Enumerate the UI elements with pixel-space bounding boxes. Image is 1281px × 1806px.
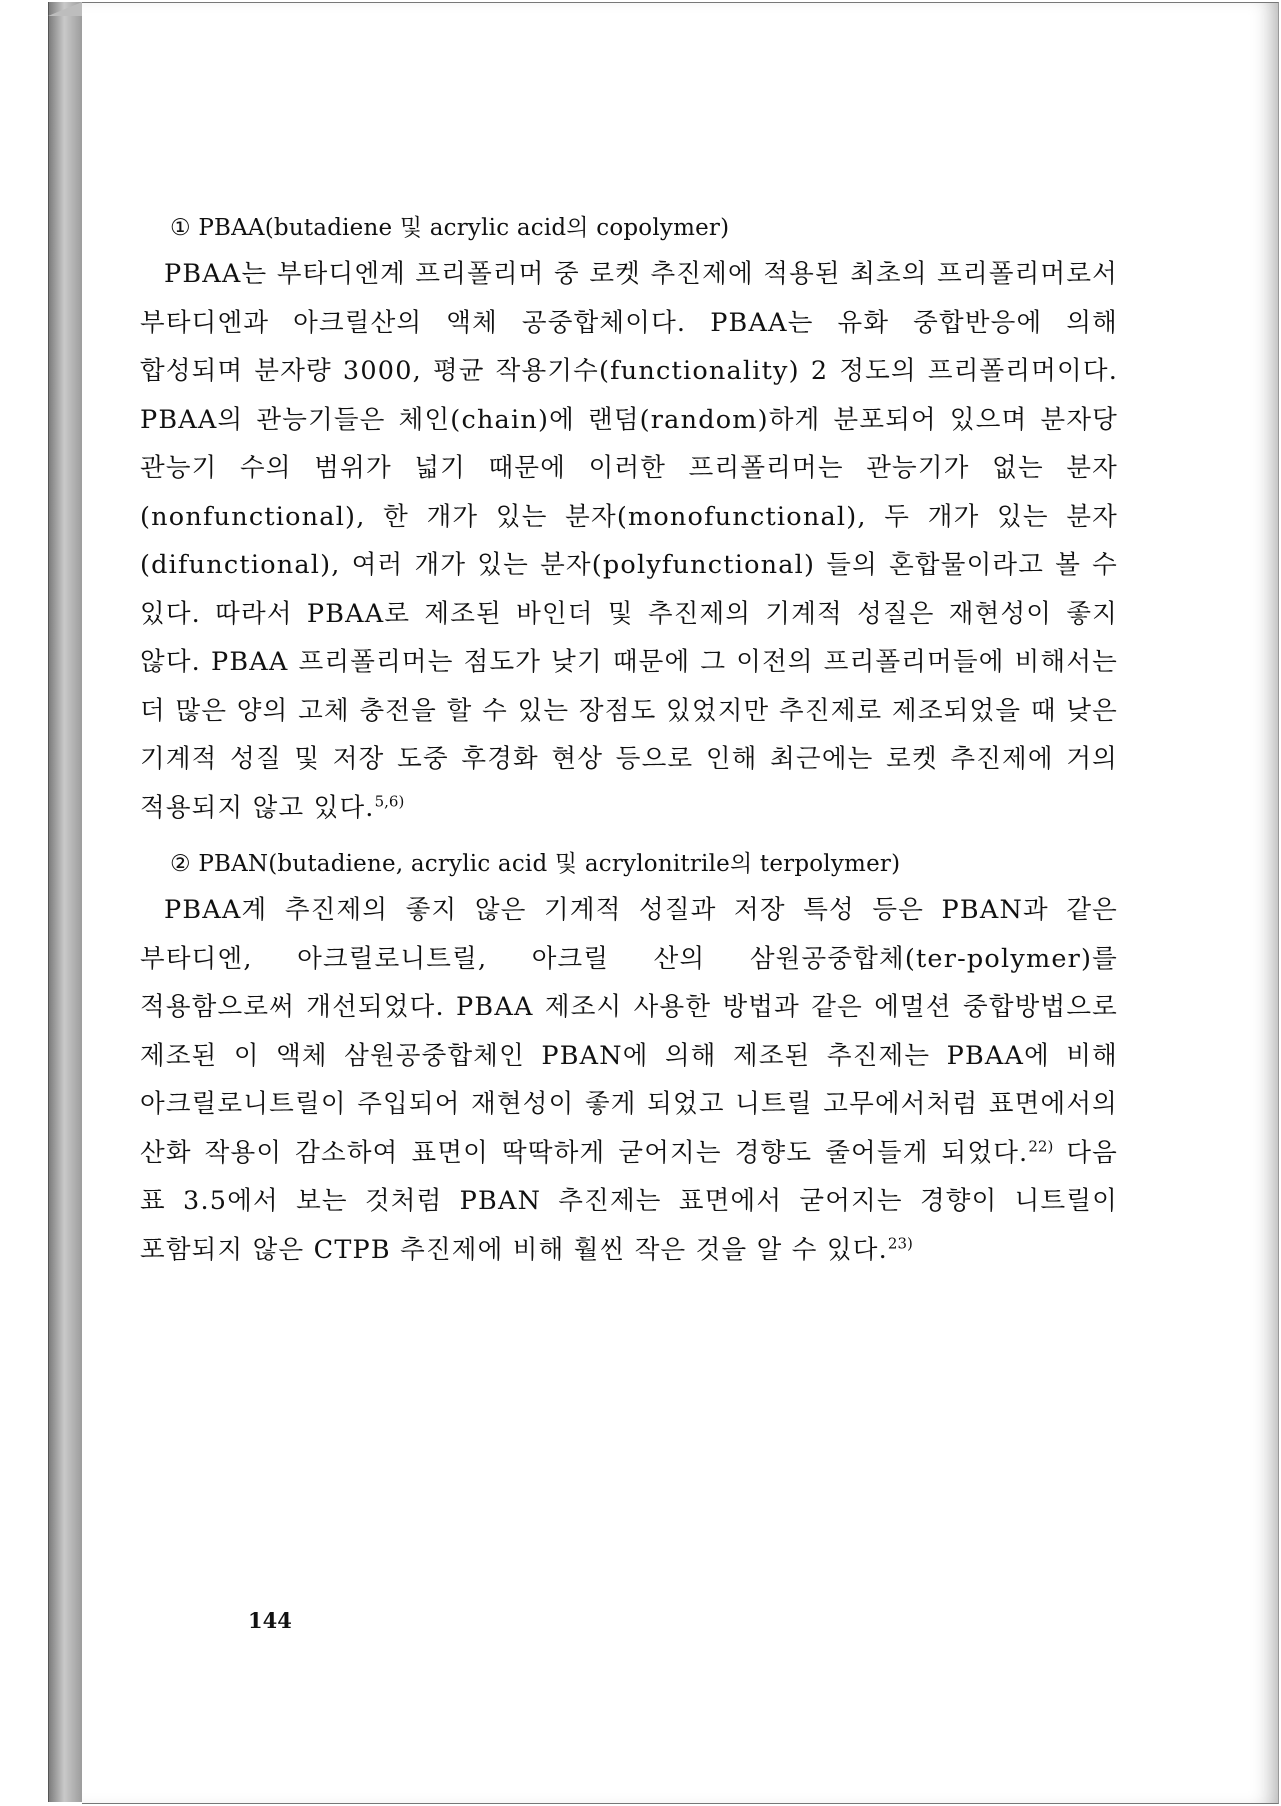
paragraph-pbaa: [140, 250, 1118, 832]
paragraph-pban: [140, 886, 1118, 1274]
page-number: 144: [248, 1608, 292, 1633]
paragraph-pban-text-1: PBAA계 추진제의 좋지 않은 기계적 성질과 저장 특성 등은 PBAN과 같은 부타디엔, 아크릴로니트릴, 아크릴 산의 삼원공중합체(ter-polymer)를 적용함으로써 개선되었다. PBAA 제조시 사용한 방법과 같은 에멀션 중합방법으로 제조된 이 액체 삼원공중합체인 PBAN에 의해 제조된 추진제는 PBAA에 비해 아크릴로니트릴이 주입되어 재현성이 좋게 되었고 니트릴 고무에서처럼 표면에서의 산화 작용이 감소하여 표면이 딱딱하게 굳어지는 경향도 줄어들게 되었다.: [140, 895, 1118, 1168]
book-spine-corner: [48, 2, 82, 16]
book-spine: [48, 2, 83, 1802]
citation-pbaa: 5,6): [374, 792, 405, 810]
section-heading-pbaa: ① PBAA(butadiene 및 acrylic acid의 copolymer): [170, 215, 730, 241]
paragraph-pban-text-2: 다음 표 3.5에서 보는 것처럼 PBAN 추진제는 표면에서 굳어지는 경향이 니트릴이 포함되지 않은 CTPB 추진제에 비해 훨씬 작은 것을 알 수 있다.: [140, 1137, 1118, 1265]
section-heading-pban: ② PBAN(butadiene, acrylic acid 및 acrylonitrile의 terpolymer): [170, 851, 901, 877]
paragraph-pbaa-text: PBAA는 부타디엔계 프리폴리머 중 로켓 추진제에 적용된 최초의 프리폴리머로서 부타디엔과 아크릴산의 액체 공중합체이다. PBAA는 유화 중합반응에 의해 합성되며 분자량 3000, 평균 작용기수(functionality) 2 정도의 프리폴리머이다. PBAA의 관능기들은 체인(chain)에 랜덤(random)하게 분포되어 있으며 분자당 관능기 수의 범위가 넓기 때문에 이러한 프리폴리머는 관능기가 없는 분자(nonfunctional), 한 개가 있는 분자(monofunctional), 두 개가 있는 분자(difunctional), 여러 개가 있는 분자(polyfunctional) 들의 혼합물이라고 볼 수 있다. 따라서 PBAA로 제조된 바인더 및 추진제의 기계적 성질은 재현성이 좋지 않다. PBAA 프리폴리머는 점도가 낮기 때문에 그 이전의 프리폴리머들에 비해서는 더 많은 양의 고체 충전을 할 수 있는 장점도 있었지만 추진제로 제조되었을 때 낮은 기계적 성질 및 저장 도중 후경화 현상 등으로 인해 최근에는 로켓 추진제에 거의 적용되지 않고 있다.: [140, 259, 1118, 823]
citation-pban-1: 22): [1028, 1137, 1054, 1155]
page-content: [140, 210, 1118, 1274]
citation-pban-2: 23): [887, 1234, 913, 1252]
